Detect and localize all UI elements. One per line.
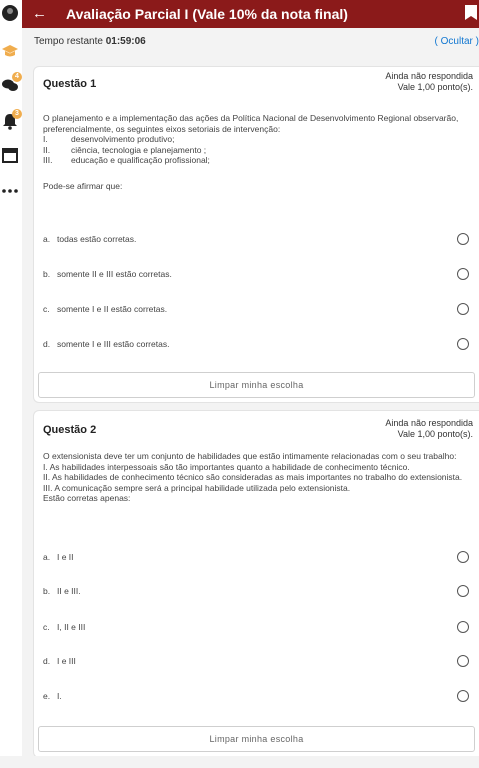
option-a[interactable]: a. todas estão corretas.: [43, 232, 469, 248]
notifications-badge: 3: [12, 109, 22, 119]
option-b[interactable]: b. somente II e III estão corretas.: [43, 267, 469, 283]
option-b[interactable]: b. II e III.: [43, 584, 469, 600]
question-prompt: Pode-se afirmar que:: [43, 180, 123, 191]
top-bar: [22, 0, 479, 28]
option-a[interactable]: a. I e II: [43, 550, 469, 566]
back-arrow-icon[interactable]: ←: [32, 5, 47, 22]
option-radio[interactable]: [457, 621, 469, 633]
points-text: Vale 1,00 ponto(s).: [397, 82, 473, 92]
list-item: III. educação e qualificação profissional;: [43, 155, 210, 165]
option-radio[interactable]: [457, 585, 469, 597]
calendar-icon[interactable]: [1, 146, 19, 164]
option-radio[interactable]: [457, 338, 469, 350]
list-item: I. desenvolvimento produtivo;: [43, 134, 175, 144]
option-radio[interactable]: [457, 233, 469, 245]
status-text: Ainda não respondida: [385, 71, 473, 81]
messages-badge: 4: [12, 72, 22, 82]
question-title: Questão 1: [43, 78, 97, 90]
question-text: [43, 451, 471, 504]
status-text: Ainda não respondida: [385, 418, 473, 428]
option-c[interactable]: c. I, II e III: [43, 620, 469, 636]
option-d[interactable]: d. somente I e III estão corretas.: [43, 337, 469, 353]
page-title: Avaliação Parcial I (Vale 10% da nota final): [66, 6, 348, 22]
option-radio[interactable]: [457, 551, 469, 563]
question-line: II. As habilidades de conhecimento técnico são consideradas as mais importantes no trabalho do extensionista.: [43, 472, 463, 482]
question-intro: O planejamento e a implementação das ações da Política Nacional de Desenvolvimento Regional observarão, preferencialmente, os seguintes eixos setoriais de intervenção:: [43, 113, 459, 134]
option-radio[interactable]: [457, 268, 469, 280]
option-radio[interactable]: [457, 690, 469, 702]
list-item: II. ciência, tecnologia e planejamento ;: [43, 144, 207, 155]
question-2-card: [33, 410, 479, 758]
bookmark-icon[interactable]: [465, 5, 477, 20]
question-line: I. As habilidades interpessoais são tão importantes quanto a habilidade de conhecimento técnico.: [43, 461, 410, 472]
question-status: [385, 71, 473, 93]
user-avatar-icon[interactable]: [1, 4, 19, 22]
timer: [34, 36, 146, 47]
question-1-card: [33, 66, 479, 403]
more-icon[interactable]: [1, 182, 19, 200]
option-d[interactable]: d. I e III: [43, 654, 469, 670]
option-e[interactable]: e. I.: [43, 689, 469, 705]
option-radio[interactable]: [457, 655, 469, 667]
timer-label: Tempo restante: [34, 36, 103, 47]
sidebar: [0, 0, 22, 768]
question-status: [385, 418, 473, 440]
hide-timer-link[interactable]: ( Ocultar ): [434, 36, 479, 47]
option-radio[interactable]: [457, 303, 469, 315]
timer-value: 01:59:06: [105, 36, 146, 47]
points-text: Vale 1,00 ponto(s).: [397, 429, 473, 439]
system-nav-bar: [0, 756, 479, 768]
question-text: [43, 113, 471, 191]
question-title: Questão 2: [43, 424, 97, 436]
graduation-cap-icon[interactable]: [1, 42, 19, 60]
question-line: III. A comunicação sempre será a principal habilidade utilizada pelo extensionista.: [43, 482, 351, 493]
clear-choice-button[interactable]: Limpar minha escolha: [38, 726, 475, 752]
question-line: Estão corretas apenas:: [43, 493, 131, 503]
option-c[interactable]: c. somente I e II estão corretas.: [43, 302, 469, 318]
clear-choice-button[interactable]: Limpar minha escolha: [38, 372, 475, 398]
question-line: O extensionista deve ter um conjunto de habilidades que estão intimamente relacionadas com o seu trabalho:: [43, 451, 457, 461]
